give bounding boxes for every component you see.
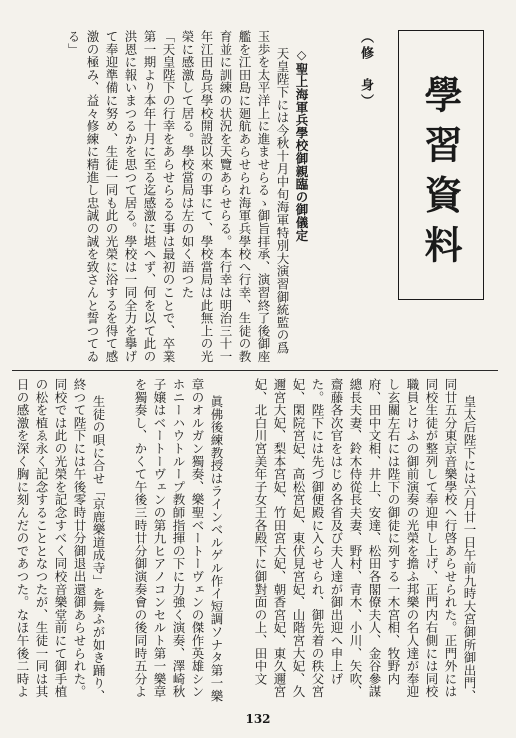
lower-left-block: [12, 378, 127, 704]
horizontal-divider: [12, 370, 498, 371]
page-number: 132: [245, 712, 271, 726]
section2-body-block: [250, 378, 498, 704]
section2-body: 皇太后陛下には六月廿一日午前九時大宮御所御出門、同廿五分東京音樂學校へ行啓あらせられた。正門外には同校生徒が整列して奉迎申し上げ、正門内右側には同校職員とけふの御前演奏の光榮を擔ふ邦樂の名人達が奉迎し玄關左右には陛下の御徒に列する一木宮相、牧野内府、田中文相、井上、安達、松田各閣僚夫人、金谷參謀總長夫妻、鈴木侍從長夫妻、野村、青木、小川、矢吹、齋藤各次官をはじめ各省及び夫人達が御出迎へ申上げた。陛下には先づ御便殿に入らせられ、御先着の秩父宮妃、閑院宮妃、高松宮妃、東伏見宮妃、山階宮大妃、久邇宮大妃、梨本宮妃、竹田宮大妃、朝香宮妃、東久邇宮妃、北白川宮美年子女王各殿下に御對面の上、田中文: [253, 378, 477, 703]
page-title: 學習資料: [418, 75, 463, 275]
section1-block: [30, 30, 330, 366]
section1-heading: ◇聖上海軍兵學校御親臨の御儀定: [294, 47, 309, 242]
section1-body: 天皇陛下には今秋十月中旬海軍特別大演習御統監の爲玉歩を太平洋上に進ませらるゝ御旨拝承、演習終了後御座艦を江田島に廻航あらせられ海軍兵學校へ行幸、生徒の教育並に訓練の状況を天覽あらせらる。本行幸は明治三十一年江田島兵學校開設以來の事にて、學校當局は此無上の光榮に感激して居る。學校當局は左の如く語つた 「天皇陛下の行幸をあらせらるる事は最初のことで、卒業第一期より本年十月に至る迄感激に堪へず、何を以て此の洪恩に報いまつるかを思つて居る。學校は一同全力を擧げて奉迎準備に努め、生徒一同も此の光榮に浴するを得て感激の極み、益々修練に精進し忠誠の誠を致さんと誓つてゐる」: [66, 30, 290, 363]
lower-mid-block: [130, 378, 245, 704]
title-box: [398, 30, 484, 300]
section2-heading-col: [12, 30, 30, 366]
subtitle: （修 身）: [358, 30, 373, 110]
lower-left-text: 生徒の唄に合せ「京鹿樂道成寺」を舞ふが如き踊り、終つて陛下には午後零時廿分御退出還御あらせられた。同校では此の光榮を記念すべく同校音樂堂前にて御手植の松を植ゑ永く記念することとなつたが、生徒一同は其日の感激を深く胸に刻んだのであつた。なほ午後二時よ: [15, 378, 106, 703]
lower-mid-text: 眞佛後練教授はラインベルゲル作イ短調ソナタ第一樂章のオルガン獨奏、樂聖ベートーヴェンの傑作英雄シンホニーハウトループ教師指揮の下に力強く演奏、澤崎秋子嬢はベートーヴェンの第九ヒアノコンセルト第一樂章を獨奏し、かくて午後三時廿分御演奏會の後同時五分よ: [133, 378, 224, 703]
subtitle-box: [343, 30, 387, 130]
